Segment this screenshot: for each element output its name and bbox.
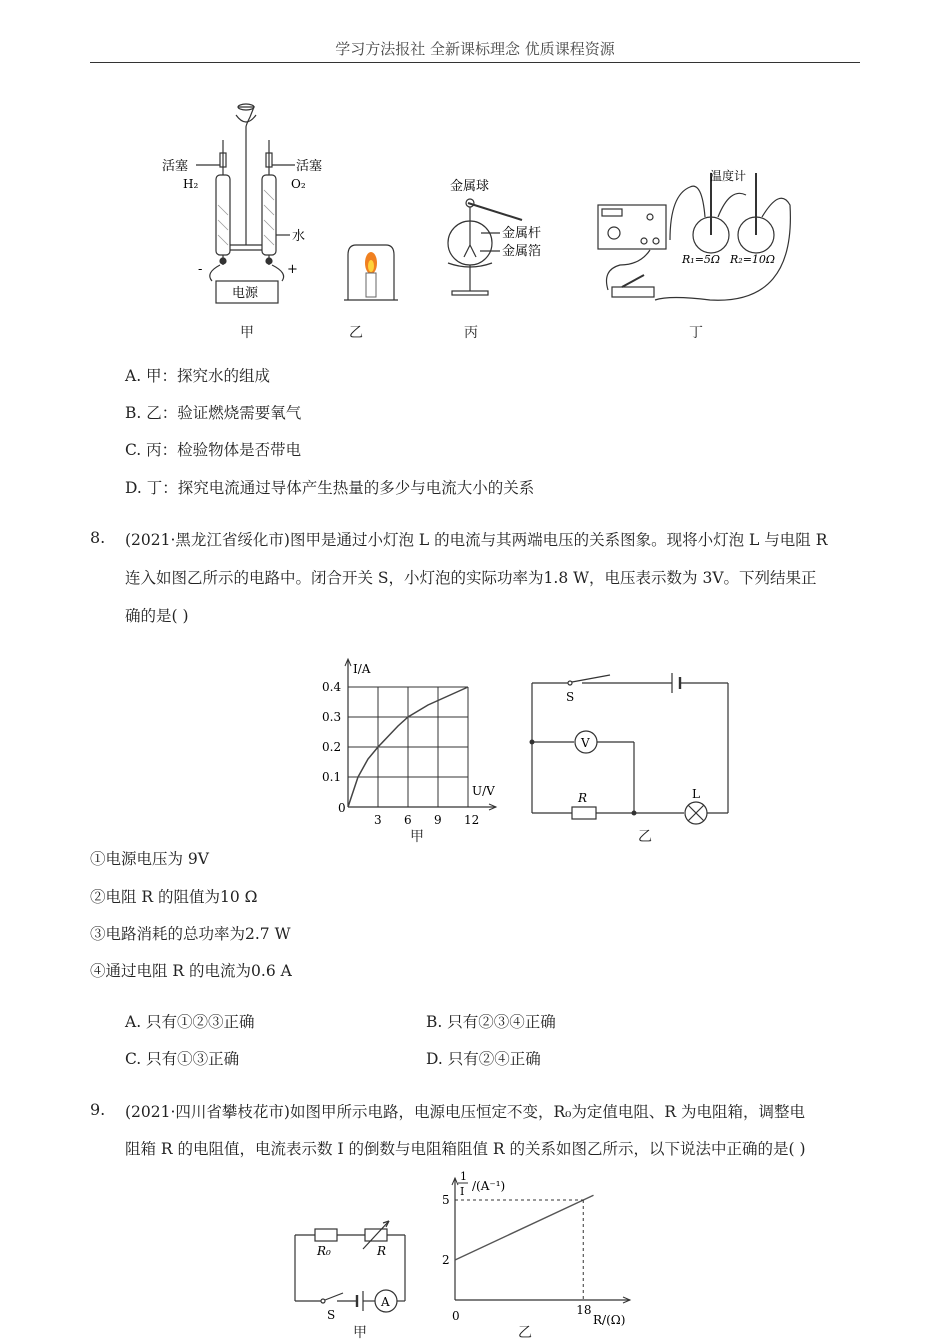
q8-option-b[interactable]: B. 只有②③④正确 bbox=[426, 1013, 556, 1031]
origin-label: 0 bbox=[338, 801, 346, 815]
x-tick-label: 18 bbox=[576, 1303, 592, 1317]
fig-yi-label: 乙 bbox=[349, 325, 363, 341]
water-label: 水 bbox=[292, 229, 306, 244]
electrolysis-apparatus bbox=[196, 104, 295, 303]
q9-ylabel-unit: /(A⁻¹) bbox=[472, 1179, 506, 1193]
y-tick-label: 0.4 bbox=[322, 680, 342, 694]
q8-stem-line-1: (2021·黑龙江省绥化市)图甲是通过小灯泡 L 的电流与其两端电压的关系图象。现将小灯泡 L 与电阻 R bbox=[125, 531, 828, 549]
q9-ammeter-label: A bbox=[381, 1295, 390, 1309]
q8-statement-3: ③电路消耗的总功率为2.7 W bbox=[90, 925, 291, 943]
y-tick-label: 0.2 bbox=[322, 740, 342, 754]
q7-option-b[interactable]: B. 乙：验证燃烧需要氧气 bbox=[125, 404, 302, 422]
stopper-left-label: 活塞 bbox=[162, 159, 189, 174]
q8-voltmeter-label: V bbox=[581, 736, 590, 750]
q9-inverse-current-chart bbox=[430, 1168, 660, 1333]
q8-statement-1: ①电源电压为 9V bbox=[90, 850, 209, 868]
q9-r0-label: R₀ bbox=[317, 1244, 331, 1258]
q8-iv-chart bbox=[310, 655, 510, 830]
candle-beaker bbox=[344, 245, 398, 300]
q8-fig-yi-label: 乙 bbox=[638, 829, 652, 845]
q8-resistor-label: R bbox=[578, 791, 588, 805]
q7-option-c[interactable]: C. 丙：检验物体是否带电 bbox=[125, 441, 302, 459]
q9-ylabel-numerator: 1 bbox=[460, 1170, 467, 1183]
q8-statement-2: ②电阻 R 的阻值为10 Ω bbox=[90, 888, 258, 906]
x-tick-label: 6 bbox=[404, 813, 412, 827]
q8-fig-jia-label: 甲 bbox=[410, 829, 424, 845]
q9-switch-label: S bbox=[327, 1308, 336, 1322]
y-tick-label: 5 bbox=[442, 1193, 450, 1207]
fig-bing-label: 丙 bbox=[464, 325, 478, 341]
q9-fig-yi-label: 乙 bbox=[518, 1325, 532, 1341]
q7-option-a[interactable]: A. 甲：探究水的组成 bbox=[125, 367, 271, 385]
q9-stem-line-2: 阻箱 R 的电阻值，电流表示数 I 的倒数与电阻箱阻值 R 的关系如图乙所示，以下说法中正确的是( ) bbox=[125, 1140, 806, 1158]
joule-heating-apparatus bbox=[598, 173, 790, 300]
q8-lamp-label: L bbox=[692, 787, 700, 801]
q9-number: 9. bbox=[90, 1100, 106, 1119]
x-axis-label: R/(Ω) bbox=[593, 1313, 626, 1327]
x-axis-label: U/V bbox=[472, 784, 495, 798]
y-tick-label: 0.3 bbox=[322, 710, 342, 724]
q9-ylabel-denominator: I bbox=[460, 1185, 465, 1198]
origin-label: 0 bbox=[452, 1309, 460, 1323]
q8-option-a[interactable]: A. 只有①②③正确 bbox=[125, 1013, 255, 1031]
q9-stem-line-1: (2021·四川省攀枝花市)如图甲所示电路，电源电压恒定不变，R₀为定值电阻、R 为电阻箱，调整电 bbox=[125, 1103, 805, 1121]
x-tick-label: 12 bbox=[464, 813, 480, 827]
q8-stem-line-3: 确的是( ) bbox=[125, 607, 189, 625]
q9-fig-jia-label: 甲 bbox=[353, 1325, 367, 1341]
plus-label: + bbox=[287, 262, 298, 277]
q7-figures bbox=[150, 95, 830, 310]
y-tick-label: 2 bbox=[442, 1253, 450, 1267]
metal-ball-label: 金属球 bbox=[450, 179, 490, 194]
x-tick-label: 3 bbox=[374, 813, 382, 827]
r2-label: R₂=10Ω bbox=[730, 253, 776, 266]
q8-statement-4: ④通过电阻 R 的电流为0.6 A bbox=[90, 962, 292, 980]
thermometer-label: 温度计 bbox=[710, 169, 747, 183]
r1-label: R₁=5Ω bbox=[682, 253, 721, 266]
q8-option-c[interactable]: C. 只有①③正确 bbox=[125, 1050, 240, 1068]
fig-ding-label: 丁 bbox=[689, 325, 703, 341]
page-header: 学习方法报社 全新课标理念 优质课程资源 bbox=[90, 38, 860, 63]
fig-jia-label: 甲 bbox=[240, 325, 254, 341]
y-tick-label: 0.1 bbox=[322, 770, 342, 784]
q7-option-d[interactable]: D. 丁：探究电流通过导体产生热量的多少与电流大小的关系 bbox=[125, 479, 535, 497]
metal-rod-label: 金属杆 bbox=[502, 226, 542, 241]
h2-label: H₂ bbox=[183, 177, 199, 191]
stopper-right-label: 活塞 bbox=[296, 159, 323, 174]
minus-label: - bbox=[198, 262, 203, 277]
q8-option-d[interactable]: D. 只有②④正确 bbox=[426, 1050, 541, 1068]
q8-switch-label: S bbox=[566, 690, 575, 704]
q8-number: 8. bbox=[90, 528, 106, 547]
q8-circuit bbox=[520, 665, 740, 830]
metal-foil-label: 金属箔 bbox=[502, 244, 542, 259]
o2-label: O₂ bbox=[291, 177, 306, 191]
y-axis-label: I/A bbox=[353, 662, 371, 676]
q9-circuit bbox=[285, 1215, 415, 1340]
q9-r-label: R bbox=[377, 1244, 387, 1258]
power-label: 电源 bbox=[232, 286, 259, 301]
q8-stem-line-2: 连入如图乙所示的电路中。闭合开关 S，小灯泡的实际功率为1.8 W，电压表示数为 3V。下列结果正 bbox=[125, 569, 817, 587]
series-line-inverse-current bbox=[455, 1195, 594, 1260]
x-tick-label: 9 bbox=[434, 813, 442, 827]
